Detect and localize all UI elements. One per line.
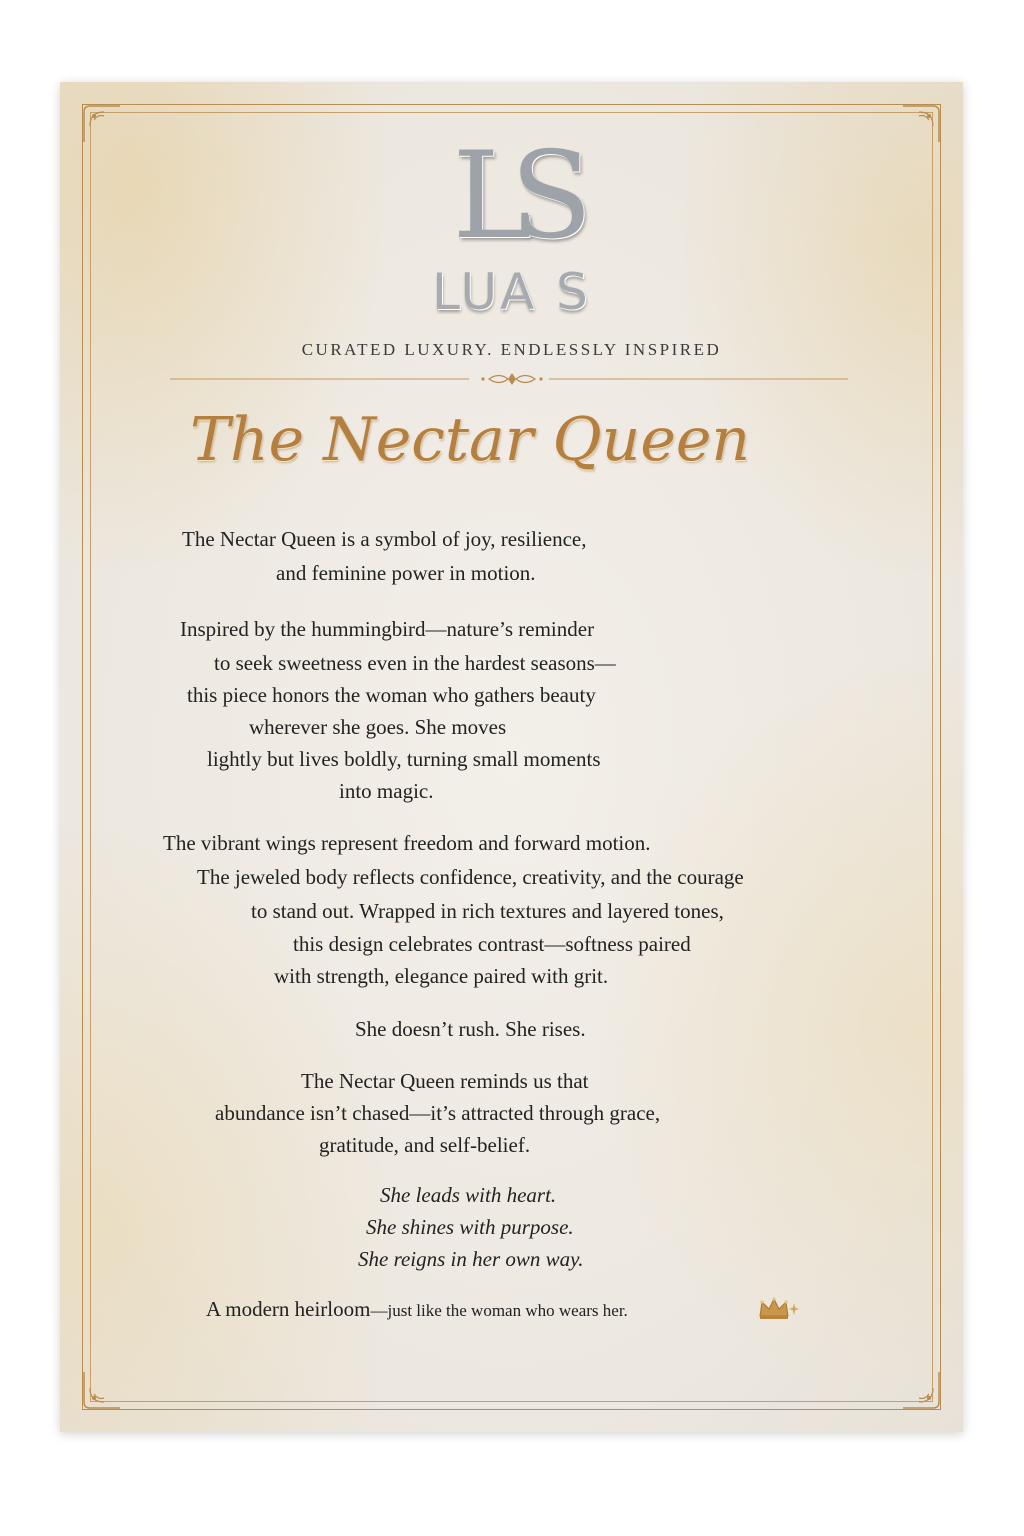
body-line: lightly but lives boldly, turning small moments xyxy=(207,747,601,771)
body-line: Inspired by the hummingbird—nature’s reminder xyxy=(180,617,595,641)
fleuron-icon xyxy=(477,371,547,387)
body-line: abundance isn’t chased—it’s attracted through grace, xyxy=(215,1101,661,1125)
body-line: The Nectar Queen is a symbol of joy, resilience, xyxy=(182,527,587,551)
page-title: The Nectar Queen xyxy=(190,405,750,475)
body-line: with strength, elegance paired with grit. xyxy=(274,964,609,988)
body-line: this piece honors the woman who gathers beauty xyxy=(187,683,596,707)
affirmation-line: She shines with purpose. xyxy=(366,1215,574,1239)
body-line: The jeweled body reflects confidence, creativity, and the courage xyxy=(197,865,744,889)
closing-rest: —just like the woman who wears her. xyxy=(370,1301,628,1320)
body-line: The Nectar Queen reminds us that xyxy=(301,1069,589,1093)
body-line: to stand out. Wrapped in rich textures and layered tones, xyxy=(251,899,724,923)
brand-tagline: CURATED LUXURY. ENDLESSLY INSPIRED xyxy=(301,340,722,359)
brand-name: LUA S xyxy=(432,263,591,321)
corner-flourish-icon xyxy=(897,1366,943,1412)
body-line: She doesn’t rush. She rises. xyxy=(355,1017,586,1041)
body-line: The vibrant wings represent freedom and forward motion. xyxy=(163,831,651,855)
story-card xyxy=(60,82,963,1432)
body-line: to seek sweetness even in the hardest seasons— xyxy=(214,651,616,675)
body-line: wherever she goes. She moves xyxy=(249,715,507,739)
body-line: this design celebrates contrast—softness paired xyxy=(293,932,691,956)
body-line: and feminine power in motion. xyxy=(276,561,536,585)
sparkle-icon xyxy=(789,1303,799,1315)
brand-monogram: LS xyxy=(452,127,571,266)
closing-lead: A modern heirloom xyxy=(206,1297,371,1321)
crown-icon xyxy=(757,1296,799,1322)
affirmation-line: She reigns in her own way. xyxy=(358,1247,584,1271)
affirmation-line: She leads with heart. xyxy=(380,1183,557,1207)
corner-flourish-icon xyxy=(80,1366,126,1412)
body-line: gratitude, and self-belief. xyxy=(319,1133,531,1157)
closing-line xyxy=(206,1294,628,1326)
body-line: into magic. xyxy=(339,779,434,803)
